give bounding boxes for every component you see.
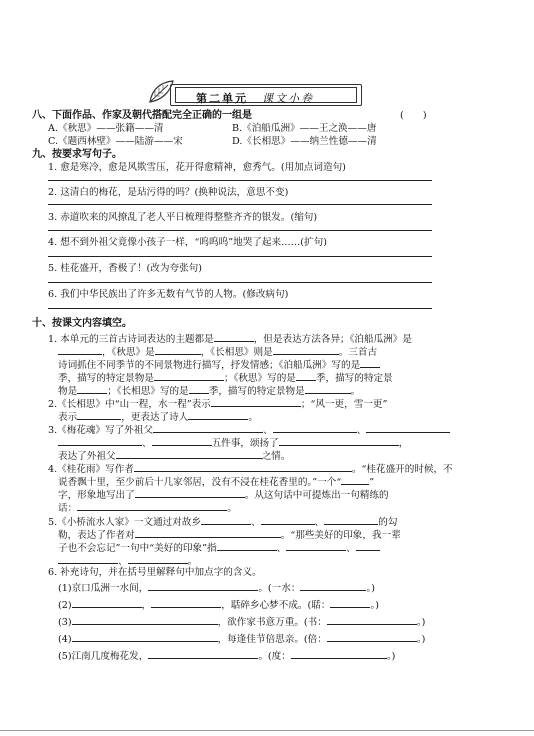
poem-line-1: (1)京口瓜洲一水间， 。(一水： 。): [58, 580, 375, 595]
option-d: D.《长相思》——纳兰性德——清: [232, 136, 377, 147]
blank[interactable]: [148, 648, 258, 659]
blank[interactable]: [279, 435, 399, 446]
fill-q1-line1: 1. 本单元的三首古诗词表达的主题都是 ，但是表达方法各异；《泊船瓜洲》是: [48, 331, 412, 346]
fill-q2-line2: 表示 ，更表达了诗人 。: [58, 409, 258, 424]
fill-q5-line1: 5.《小桥流水人家》一文通过对故乡 、 、 的勾: [48, 514, 397, 529]
sentence-q1: 1. 愈是寒冷，愈是风欺雪压，花开得愈精神，愈秀气。(用加点词造句): [48, 162, 346, 173]
blank[interactable]: [324, 514, 378, 525]
fill-q6-title: 6. 补充诗句，并在括号里解释句中加点字的含义。: [48, 567, 262, 578]
blank[interactable]: [296, 370, 316, 381]
fill-q5-line4: 、 。: [58, 553, 197, 568]
blank[interactable]: [305, 383, 351, 394]
blank[interactable]: [214, 331, 254, 342]
blank[interactable]: [72, 597, 142, 608]
poem-line-3: (3) ，欲作家书意万重。(书： 。): [58, 614, 425, 629]
fill-q4-line2: 说香飘十里，至少前后十几家邻居，没有不浸在桂花香里的。”一个“ ”: [58, 474, 374, 489]
blank[interactable]: [154, 370, 224, 381]
section-10-title: 十、按课文内容填空。: [32, 318, 132, 329]
fill-q3-line3: 表达了外祖父 之情。: [58, 448, 290, 463]
blank[interactable]: [58, 344, 102, 355]
blank[interactable]: [330, 597, 370, 608]
blank[interactable]: [356, 540, 380, 551]
fill-q2-line1: 2.《长相思》中“山一程，水一程”表示 ；“风一更，雪一更”: [48, 396, 387, 411]
answer-line[interactable]: [48, 282, 432, 283]
fill-q1-line4: 季，描写的特定景物是 ；《秋思》写的是 季，描写的特定景: [58, 370, 393, 385]
blank[interactable]: [77, 383, 107, 394]
sentence-q6: 6. 我们中华民族出了许多无数有气节的人物。(修改病句): [48, 289, 289, 300]
unit-title: 第二单元: [196, 92, 248, 105]
blank[interactable]: [286, 540, 346, 551]
fill-q5-line2: 勒，表达了作者对 。“那些美好的印象，我一辈: [58, 527, 401, 542]
blank[interactable]: [116, 448, 262, 459]
blank[interactable]: [273, 422, 357, 433]
poem-line-5: (5)江南几度梅花发， 。(度： 。): [58, 648, 395, 663]
fill-q5-line3: 子也不会忘记”一句中“美好的印象”指 、 、: [58, 540, 380, 555]
option-c: C.《题西林壁》——陆游——宋: [48, 136, 183, 147]
blank[interactable]: [155, 344, 201, 355]
answer-line[interactable]: [48, 204, 432, 205]
option-b: B.《泊船瓜洲》——王之涣——唐: [232, 123, 377, 134]
section-8-title: 八、下面作品、作家及朝代搭配完全正确的一组是: [32, 110, 252, 121]
fill-q1-line3: 诗词抓住不同季节的不同景物进行描写，抒发情感；《泊船瓜洲》写的是: [58, 357, 380, 372]
option-a: A.《秋思》——张籍——清: [48, 123, 164, 134]
blank[interactable]: [135, 527, 281, 538]
blank[interactable]: [261, 514, 315, 525]
sentence-q3: 3. 赤道吹来的风撩乱了老人平日梳理得整整齐齐的银发。(缩句): [48, 212, 318, 223]
blank[interactable]: [201, 514, 251, 525]
blank[interactable]: [291, 648, 387, 659]
blank[interactable]: [152, 435, 212, 446]
answer-line[interactable]: [48, 256, 432, 257]
blank[interactable]: [135, 487, 245, 498]
fill-q4-line1: 4.《桂花雨》写作者 。“桂花盛开的时候，不: [48, 461, 453, 476]
blank[interactable]: [300, 580, 366, 591]
sentence-q4: 4. 想不到外祖父竟像小孩子一样，“呜呜呜”地哭了起来……(扩句): [48, 237, 327, 248]
blank[interactable]: [211, 396, 301, 407]
blank[interactable]: [360, 357, 380, 368]
blank[interactable]: [217, 540, 277, 551]
fill-q4-line3: 字，形象地写出了 。从这句话中可提炼出一句精练的: [58, 487, 389, 502]
blank[interactable]: [134, 461, 352, 472]
blank[interactable]: [366, 422, 450, 433]
answer-line[interactable]: [48, 230, 432, 231]
blank[interactable]: [327, 631, 417, 642]
blank[interactable]: [77, 500, 227, 511]
fill-q3-line1: 3.《梅花魂》写了外祖父 、 、: [48, 422, 450, 437]
blank[interactable]: [151, 597, 221, 608]
sentence-q2: 2. 这清白的梅花，是玷污得的吗？(换种说法，意思不变): [48, 187, 289, 198]
blank[interactable]: [189, 383, 209, 394]
blank[interactable]: [128, 553, 188, 564]
blank[interactable]: [188, 409, 248, 420]
section-9-title: 九、按要求写句子。: [32, 149, 122, 160]
blank[interactable]: [77, 409, 121, 420]
blank[interactable]: [72, 631, 218, 642]
answer-line[interactable]: [48, 308, 432, 309]
fill-q3-line2: 、 五件事，颂扬了 ，: [58, 435, 408, 450]
poem-line-2: (2) ， ，聒碎乡心梦不成。(聒： 。): [58, 597, 379, 612]
blank[interactable]: [58, 435, 142, 446]
sentence-q5: 5. 桂花盛开，香极了！(改为夸张句): [48, 263, 203, 274]
blank[interactable]: [58, 553, 118, 564]
blank[interactable]: [273, 344, 339, 355]
blank[interactable]: [341, 474, 369, 485]
unit-header: [170, 84, 362, 106]
page-bottom-rule: [0, 730, 534, 731]
poem-line-4: (4) ，每逢佳节倍思亲。(倍： 。): [58, 631, 425, 646]
answer-paren: ( ): [400, 110, 427, 121]
blank[interactable]: [153, 422, 263, 433]
answer-line[interactable]: [48, 180, 432, 181]
fill-q1-line2: ，《秋思》是 ，《长相思》则是 。三首古: [58, 344, 377, 359]
blank[interactable]: [72, 614, 218, 625]
unit-subtitle: 课文小卷: [262, 92, 314, 105]
blank[interactable]: [148, 580, 258, 591]
fill-q4-line4: 话： 。: [58, 500, 237, 515]
blank[interactable]: [327, 614, 417, 625]
fill-q1-line5: 物是 ；《长相思》写的是 季，描写的特定景物是 。: [58, 383, 360, 398]
